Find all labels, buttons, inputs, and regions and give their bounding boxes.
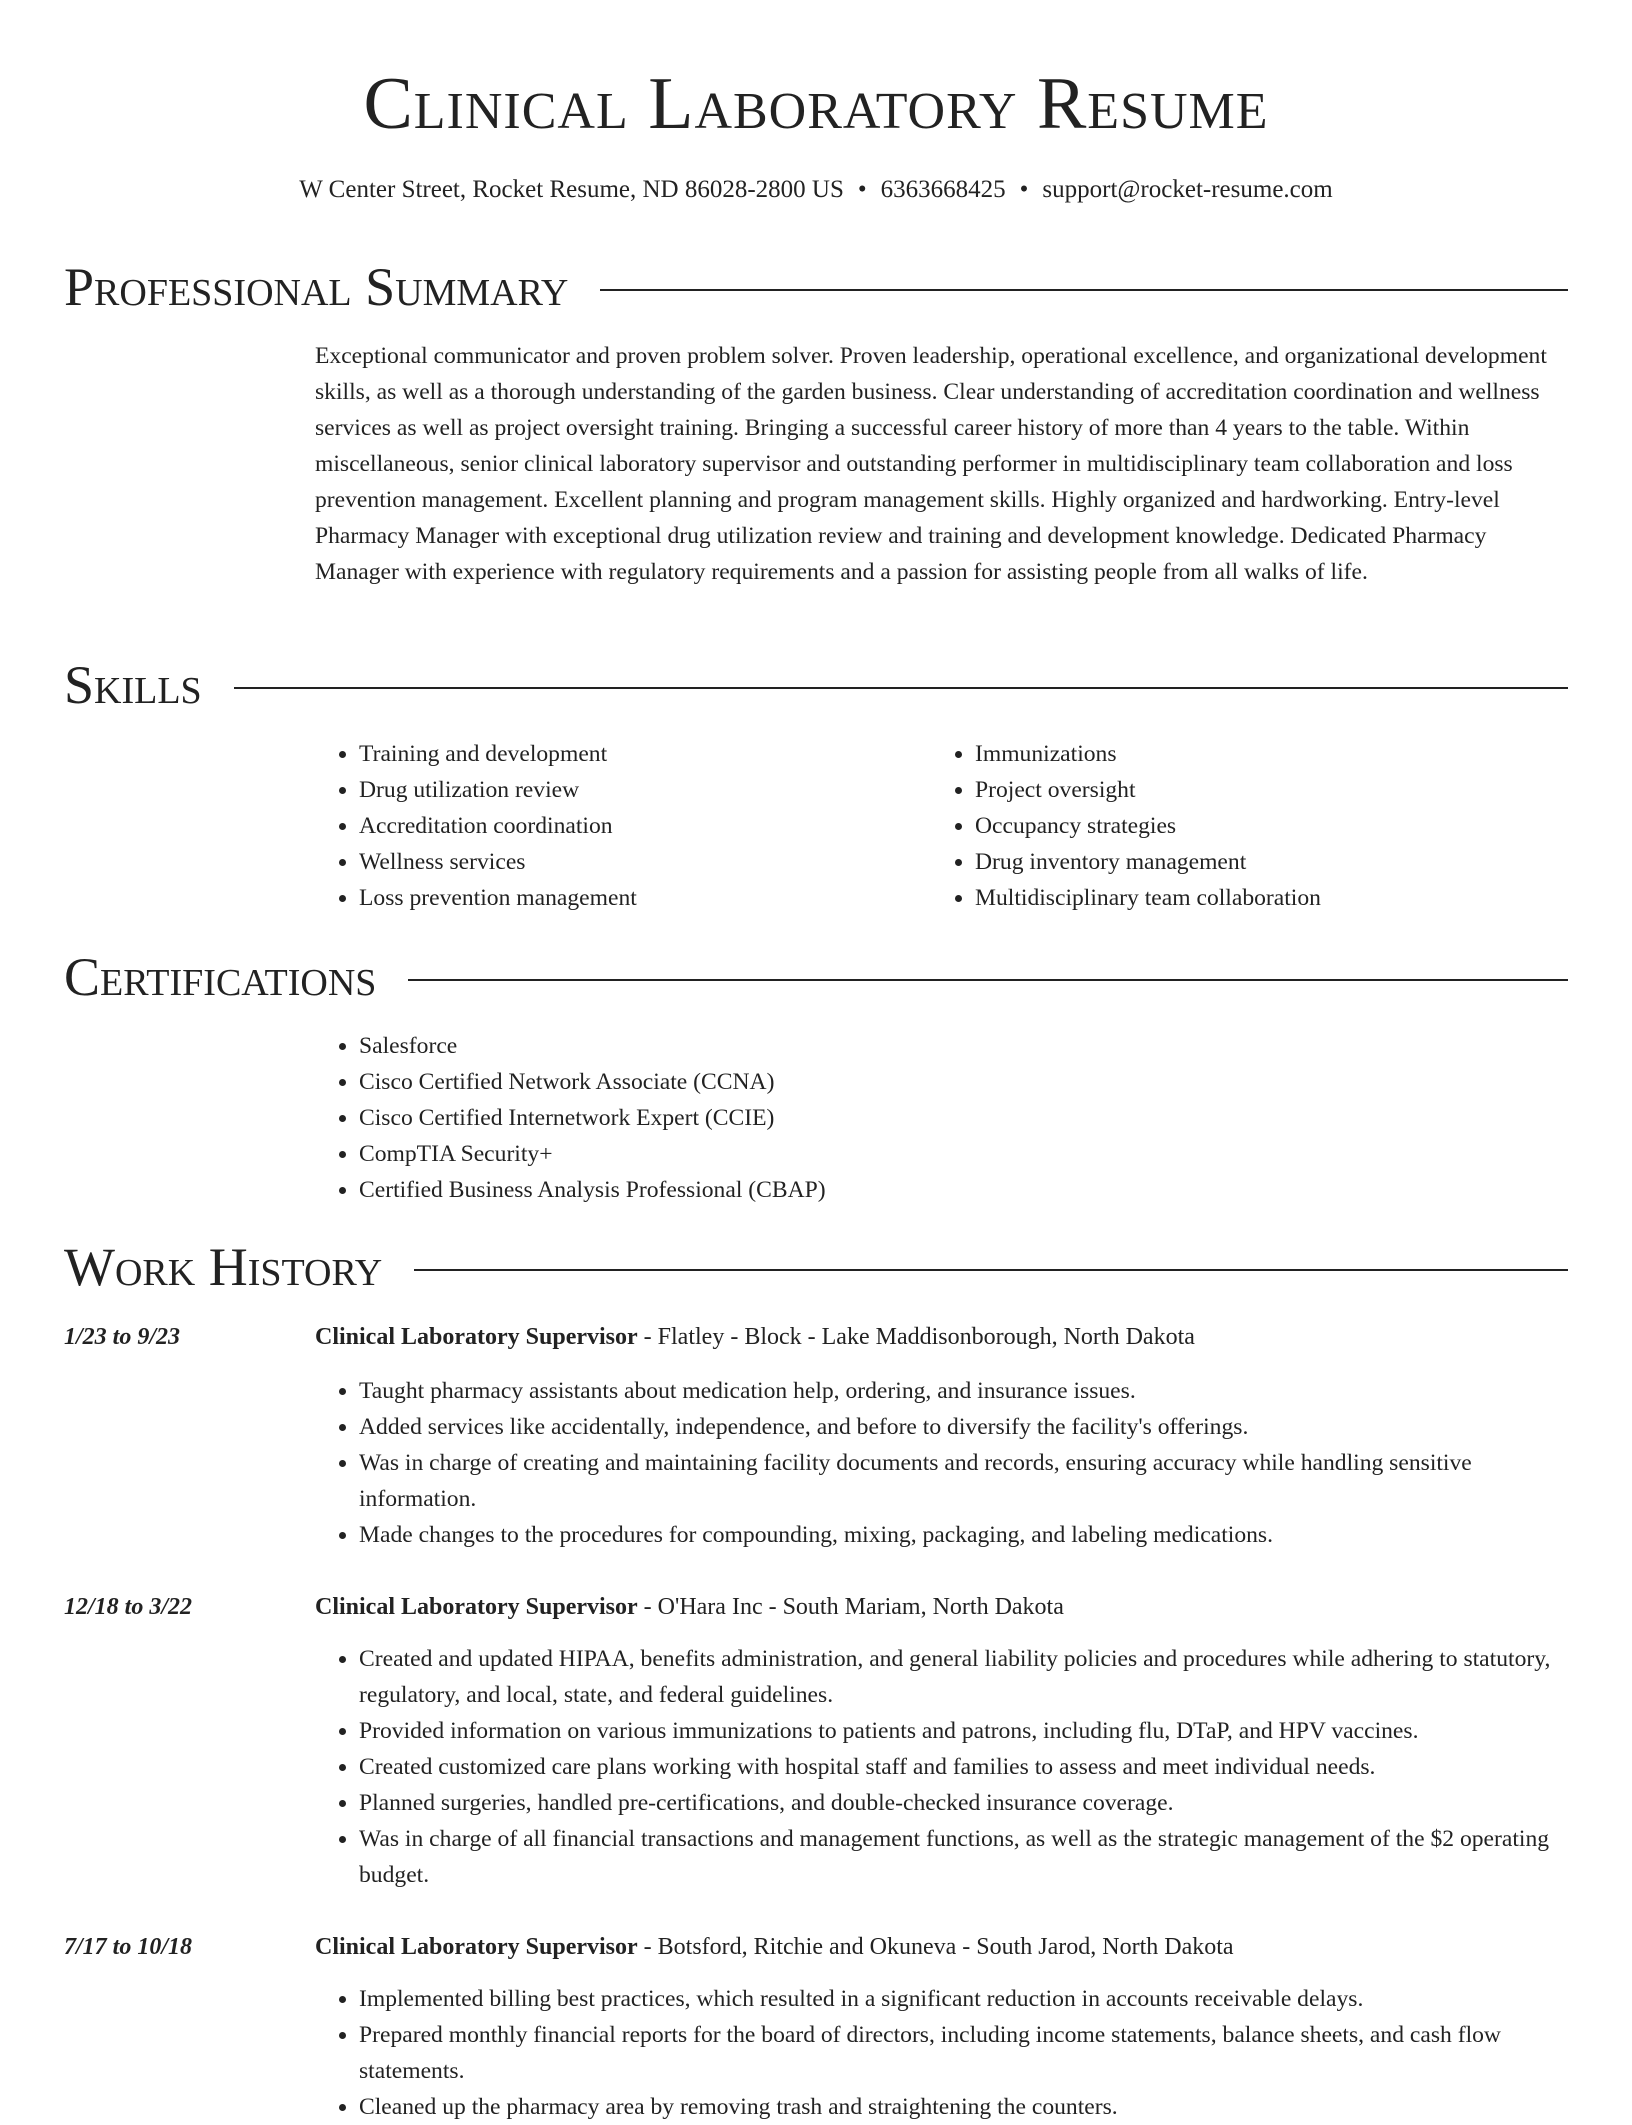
job-dates: 1/23 to 9/23 (64, 1324, 181, 1350)
skill-item: • Drug utilization review (359, 772, 875, 808)
job-duty-item: • Cleaned up the pharmacy area by removing trash and straightening the counters. (359, 2089, 1568, 2125)
job-duty-item: • Was in charge of all financial transactions and management functions, as well as the strategic management of the $2 operating budget. (359, 1821, 1568, 1893)
skill-item: • Training and development (359, 736, 875, 772)
contact-separator: • (857, 176, 867, 203)
section-divider (234, 687, 1568, 689)
job-duties (315, 1981, 1568, 2125)
job-title: Clinical Laboratory Supervisor (315, 1324, 638, 1350)
certification-item: • CompTIA Security+ (359, 1136, 1515, 1172)
summary-heading: Professional Summary (64, 257, 569, 317)
contact-phone: 6363668425 (880, 176, 1006, 203)
job-employer-location: - Botsford, Ritchie and Okuneva - South Jarod, North Dakota (637, 1934, 1234, 1960)
job-employer-location: - O'Hara Inc - South Mariam, North Dakota (637, 1594, 1064, 1620)
job-duties (315, 1641, 1568, 1893)
skill-item: • Occupancy strategies (975, 808, 1551, 844)
summary-section-header (64, 256, 1568, 318)
job-duty-item: • Prepared monthly financial reports for the board of directors, including income statements, balance sheets, and cash flow statements. (359, 2017, 1568, 2089)
contact-separator: • (1019, 176, 1029, 203)
skill-item: • Multidisciplinary team collaboration (975, 880, 1551, 916)
job-duty-item: • Planned surgeries, handled pre-certifications, and double-checked insurance coverage. (359, 1785, 1568, 1821)
work-history-heading: Work History (64, 1237, 383, 1297)
job-duty-item: • Made changes to the procedures for compounding, mixing, packaging, and labeling medications. (359, 1517, 1568, 1553)
job-heading (315, 1929, 1568, 1965)
certifications-heading: Certifications (64, 947, 377, 1007)
job-duty-item: • Implemented billing best practices, which resulted in a significant reduction in accounts receivable delays. (359, 1981, 1568, 2017)
skills-heading: Skills (64, 655, 202, 715)
certifications-section-header (64, 946, 1568, 1008)
work-history-section-header (64, 1236, 1568, 1298)
job-heading (315, 1319, 1568, 1355)
certification-item: • Certified Business Analysis Professional (CBAP) (359, 1172, 1515, 1208)
section-divider (414, 1269, 1568, 1271)
job-duties (315, 1373, 1568, 1553)
skill-item: • Accreditation coordination (359, 808, 875, 844)
skill-item: • Loss prevention management (359, 880, 875, 916)
skill-item: • Project oversight (975, 772, 1551, 808)
skills-list-left (315, 736, 875, 916)
job-duty-item: • Provided information on various immunizations to patients and patrons, including flu, DTaP, and HPV vaccines. (359, 1713, 1568, 1749)
job-duty-item: • Taught pharmacy assistants about medication help, ordering, and insurance issues. (359, 1373, 1568, 1409)
job-duty-item: • Created customized care plans working with hospital staff and families to assess and meet individual needs. (359, 1749, 1568, 1785)
skill-item: • Immunizations (975, 736, 1551, 772)
job-dates: 12/18 to 3/22 (64, 1594, 193, 1620)
job-dates: 7/17 to 10/18 (64, 1934, 193, 1960)
job-title: Clinical Laboratory Supervisor (315, 1934, 638, 1960)
contact-email: support@rocket-resume.com (1042, 176, 1333, 203)
certifications-list (315, 1028, 1515, 1208)
job-duty-item: • Created and updated HIPAA, benefits administration, and general liability policies and procedures while adhering to statutory, regulatory, and local, state, and federal guidelines. (359, 1641, 1568, 1713)
section-divider (600, 289, 1568, 291)
contact-address: W Center Street, Rocket Resume, ND 86028-2800 US (299, 176, 844, 203)
job-duty-item: • Was in charge of creating and maintaining facility documents and records, ensuring accuracy while handling sensitive information. (359, 1445, 1568, 1517)
summary-text: Exceptional communicator and proven problem solver. Proven leadership, operational excellence, and organizational development skills, as well as a thorough understanding of the garden business. Clear understanding of accreditation coordination and wellness services as well as project oversight training. Bringing a successful career history of more than 4 years to the table. Within miscellaneous, senior clinical laboratory supervisor and outstanding performer in multidisciplinary team collaboration and loss prevention management. Excellent planning and program management skills. Highly organized and hardworking. Entry-level Pharmacy Manager with exceptional drug utilization review and training and development knowledge. Dedicated Pharmacy Manager with experience with regulatory requirements and a passion for assisting people from all walks of life. (315, 343, 1547, 585)
job-title: Clinical Laboratory Supervisor (315, 1594, 638, 1620)
document-title: Clinical Laboratory Resume (363, 63, 1269, 145)
job-duty-item: • Added services like accidentally, independence, and before to diversify the facility's offerings. (359, 1409, 1568, 1445)
skill-item: • Drug inventory management (975, 844, 1551, 880)
skills-list-right (931, 736, 1551, 916)
job-employer-location: - Flatley - Block - Lake Maddisonborough, North Dakota (637, 1324, 1195, 1350)
job-heading (315, 1589, 1568, 1625)
skills-section-header (64, 654, 1568, 716)
skill-item: • Wellness services (359, 844, 875, 880)
certification-item: • Cisco Certified Internetwork Expert (CCIE) (359, 1100, 1515, 1136)
certification-item: • Salesforce (359, 1028, 1515, 1064)
section-divider (408, 979, 1568, 981)
contact-line (0, 172, 1632, 208)
certification-item: • Cisco Certified Network Associate (CCNA) (359, 1064, 1515, 1100)
